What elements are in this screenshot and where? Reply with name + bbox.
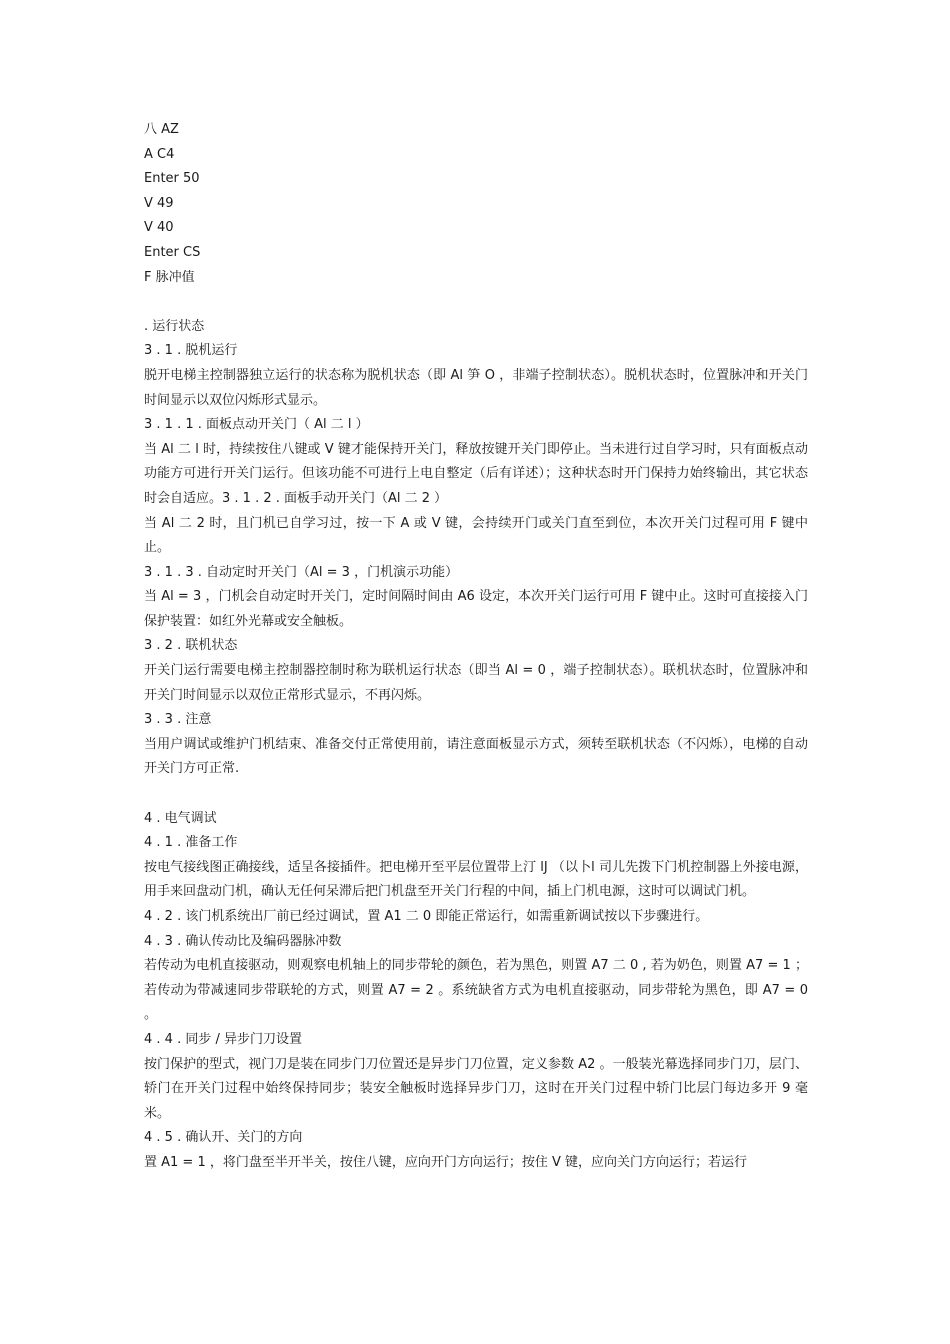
paragraph-ratio: 若传动为电机直接驱动，则观察电机轴上的同步带轮的颜色，若为黑色，则置 A7 二 0 , 若为奶色，则置 A7 = 1 ；若传动为带减速同步带联轮的方式，则置 A7 = 2 。系统缺省方式为电机直接驱动，同步带轮为黑色，即 A7 = 0 。 — [144, 958, 808, 1023]
section-heading-panel-jog: 3 . 1 . 1 . 面板点动开关门（ Al 二 l ） — [144, 417, 369, 433]
section-heading-ratio: 4 . 3 . 确认传动比及编码器脉冲数 — [144, 933, 342, 949]
section-heading-run-state: . 运行状态 — [144, 318, 205, 334]
paragraph-online: 开关门运行需要电梯主控制器控制时称为联机运行状态（即当 Al = 0 ，端子控制状态）。联机状态时，位置脉冲和开关门时间显示以双位正常形式显示，不再闪烁。 — [144, 663, 808, 703]
key-list-item: A C4 — [144, 146, 175, 162]
section-heading-direction: 4 . 5 . 确认开、关门的方向 — [144, 1130, 303, 1146]
key-list-item: F 脉冲值 — [144, 269, 195, 285]
section-heading-door-knife: 4 . 4 . 同步 / 异步门刀设置 — [144, 1031, 302, 1047]
paragraph-door-knife: 按门保护的型式，视门刀是装在同步门刀位置还是异步门刀位置，定义参数 A2 。一般装光幕选择同步门刀，层门、轿门在开关门过程中始终保持同步；装安全触板时选择异步门刀，这时在开关门过程中轿门比层门每边多开 9 毫米。 — [144, 1056, 808, 1121]
paragraph-preparation: 按电气接线图正确接线，适呈各接插件。把电梯开至平层位置带上汀 lJ （以卜l 司儿先拨下门机控制器上外接电源，用手来回盘动门机，确认无任何呆滞后把门机盘至开关门行程的中间，插上门机电源，这时可以调试门机。 — [144, 859, 808, 900]
key-list-item: Enter CS — [144, 244, 201, 260]
section-heading-online: 3 . 2 . 联机状态 — [144, 638, 238, 654]
key-list-item: Enter 50 — [144, 171, 200, 187]
key-list-item: V 49 — [144, 195, 174, 211]
paragraph-direction: 置 A1 = 1 ，将门盘至半开半关，按住八键，应向开门方向运行；按住 V 键，应向关门方向运行；若运行 — [144, 1154, 748, 1170]
document-page — [144, 118, 808, 1176]
spacer — [144, 782, 808, 807]
section-heading-auto-timer: 3 . 1 . 3 . 自动定时开关门（Al = 3 ，门机演示功能） — [144, 564, 459, 580]
paragraph-panel-manual: 当 Al 二 2 时，且门机已自学习过，按一下 A 或 V 键，会持续开门或关门直至到位，本次开关门过程可用 F 键中止。 — [144, 515, 808, 556]
key-list-item: 八 AZ — [144, 122, 179, 137]
key-list — [144, 118, 808, 290]
paragraph-notice: 当用户调试或维护门机结束、准备交付正常使用前，请注意面板显示方式，须转至联机状态（不闪烁），电梯的自动开关门方可正常. — [144, 736, 808, 777]
section-heading-electrical: 4 . 电气调试 — [144, 810, 217, 826]
spacer — [144, 290, 808, 315]
key-list-item: V 40 — [144, 220, 174, 236]
section-heading-preparation: 4 . 1 . 准备工作 — [144, 835, 238, 851]
paragraph-offline: 脱开电梯主控制器独立运行的状态称为脱机状态（即 Al 笋 O ，非端子控制状态）。脱机状态时，位置脉冲和开关门时间显示以双位闪烁形式显示。 — [144, 367, 808, 408]
section-heading-offline: 3 . 1 . 脱机运行 — [144, 343, 238, 359]
section-heading-notice: 3 . 3 . 注意 — [144, 712, 212, 728]
paragraph-auto-timer: 当 Al = 3 ，门机会自动定时开关门，定时间隔时间由 A6 设定，本次开关门运行可用 F 键中止。这时可直接接入门保护装置：如红外光幕或安全触板。 — [144, 589, 808, 629]
section-heading-factory: 4 . 2 . 该门机系统出厂前已经过调试，置 A1 二 0 即能正常运行，如需重新调试按以下步骤进行。 — [144, 909, 709, 924]
paragraph-panel-jog: 当 Al 二 l 时，持续按住八键或 V 键才能保持开关门，释放按键开关门即停止。当未进行过自学习时，只有面板点动功能方可进行开关门运行。但该功能不可进行上电自整定（后有详述）；这种状态时开门保持力始终输出，其它状态时会自适应。3 . 1 . 2 . 面板手动开关门（Al 二 2 ） — [144, 441, 808, 506]
